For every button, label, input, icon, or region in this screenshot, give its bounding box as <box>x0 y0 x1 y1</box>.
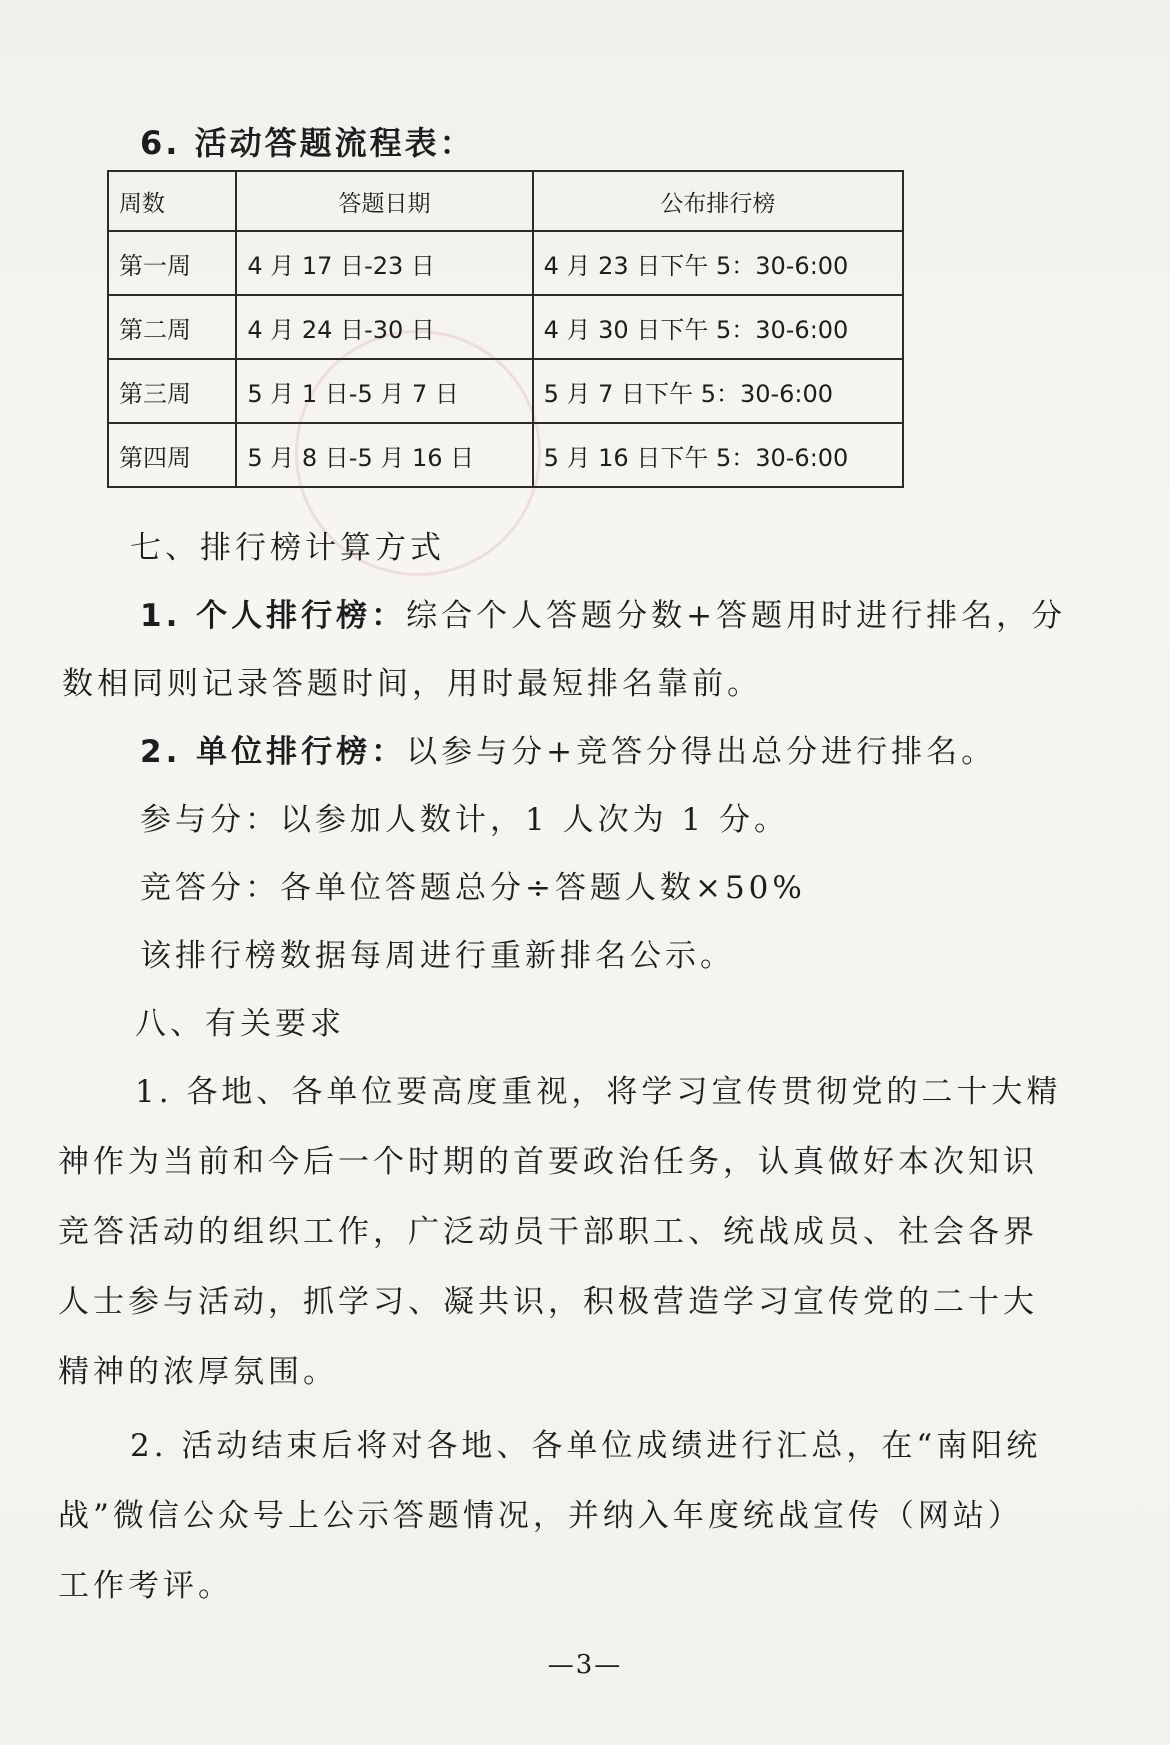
table-row <box>108 359 903 423</box>
date-cell: 5 月 8 日-5 月 16 日 <box>236 423 532 487</box>
section7-para5: 该排行榜数据每周进行重新排名公示。 <box>140 938 735 974</box>
week-cell: 第四周 <box>108 423 236 487</box>
section8-item1-line: 精神的浓厚氛围。 <box>58 1354 338 1390</box>
header-ranking-release: 公布排行榜 <box>533 171 903 231</box>
section8-item1-line: 竞答活动的组织工作，广泛动员干部职工、统战成员、社会各界 <box>58 1214 1038 1250</box>
section8-title: 八、有关要求 <box>135 1006 345 1042</box>
table-row <box>108 295 903 359</box>
section8-item2-line: 2. 活动结束后将对各地、各单位成绩进行汇总，在“南阳统 <box>130 1428 1042 1464</box>
release-cell: 5 月 7 日下午 5：30-6:00 <box>533 359 903 423</box>
schedule-table <box>107 170 904 488</box>
week-cell: 第二周 <box>108 295 236 359</box>
section8-item1-line: 1. 各地、各单位要高度重视，将学习宣传贯彻党的二十大精 <box>135 1074 1062 1110</box>
section8-item2-line: 工作考评。 <box>58 1568 233 1604</box>
section7-title: 七、排行榜计算方式 <box>130 530 445 566</box>
section7-para2 <box>140 726 996 771</box>
date-cell: 4 月 17 日-23 日 <box>236 231 532 295</box>
section8-item1-line: 人士参与活动，抓学习、凝共识，积极营造学习宣传党的二十大 <box>58 1284 1038 1320</box>
header-week: 周数 <box>108 171 236 231</box>
section8-item1-line: 神作为当前和今后一个时期的首要政治任务，认真做好本次知识 <box>58 1144 1038 1180</box>
table-row <box>108 231 903 295</box>
page-number: —3— <box>547 1650 623 1680</box>
release-cell: 4 月 23 日下午 5：30-6:00 <box>533 231 903 295</box>
para2-text: 以参与分+竞答分得出总分进行排名。 <box>406 734 997 770</box>
release-cell: 5 月 16 日下午 5：30-6:00 <box>533 423 903 487</box>
section7-para4: 竞答分：各单位答题总分÷答题人数×50% <box>140 870 806 906</box>
table-header-row <box>108 171 903 231</box>
para1-label: 1. 个人排行榜： <box>140 598 407 634</box>
para2-label: 2. 单位排行榜： <box>140 734 407 770</box>
week-cell: 第一周 <box>108 231 236 295</box>
header-answer-date: 答题日期 <box>236 171 532 231</box>
para1-text: 综合个人答题分数+答题用时进行排名，分 <box>406 598 1067 634</box>
section7-para1-cont: 数相同则记录答题时间，用时最短排名靠前。 <box>62 666 762 702</box>
date-cell: 5 月 1 日-5 月 7 日 <box>236 359 532 423</box>
section7-para1 <box>140 590 1066 635</box>
table-heading: 6. 活动答题流程表： <box>140 124 475 162</box>
week-cell: 第三周 <box>108 359 236 423</box>
section8-item2-line: 战”微信公众号上公示答题情况，并纳入年度统战宣传（网站） <box>58 1498 1023 1534</box>
release-cell: 4 月 30 日下午 5：30-6:00 <box>533 295 903 359</box>
table-row <box>108 423 903 487</box>
section7-para3: 参与分：以参加人数计，1 人次为 1 分。 <box>140 802 790 838</box>
date-cell: 4 月 24 日-30 日 <box>236 295 532 359</box>
